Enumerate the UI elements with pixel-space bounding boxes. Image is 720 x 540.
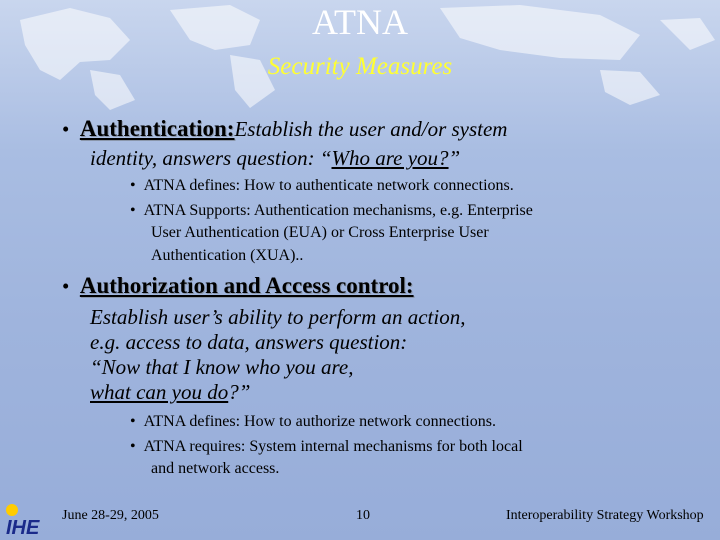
section-text-line: what can you do?” [90,380,251,404]
slide-title: ATNA [312,2,408,42]
section-lead: Establish the user and/or system [234,117,508,141]
list-item: • ATNA defines: How to authenticate network connections. [130,177,514,194]
ihe-logo-icon [0,498,50,540]
section-heading: Authorization and Access control: [79,273,414,298]
slide-subtitle: Security Measures [267,53,453,80]
svg-text:IHE: IHE [6,517,40,539]
bullet-icon: • [62,117,80,141]
bullet-icon: • [62,274,80,298]
list-item: • ATNA requires: System internal mechanisms for both local [130,438,523,455]
section-text-line: “Now that I know who you are, [90,355,354,379]
list-item: • ATNA defines: How to authorize network connections. [130,413,496,430]
section-text-line: Establish user’s ability to perform an action, [90,305,466,329]
section-text-line: e.g. access to data, answers question: [90,330,408,354]
list-item-continuation: Authentication (XUA).. [151,247,304,264]
question-text: Who are you? [331,146,449,170]
section-text-line: identity, answers question: “Who are you?” [90,146,461,170]
list-item-continuation: User Authentication (EUA) or Cross Enterprise User [151,224,489,241]
footer-page-number: 10 [356,508,370,523]
question-text: what can you do [90,380,229,404]
footer-event: Interoperability Strategy Workshop [506,508,704,523]
footer-date: June 28-29, 2005 [62,508,159,523]
list-item: • ATNA Supports: Authentication mechanisms, e.g. Enterprise [130,202,533,219]
bullet-authorization [62,274,414,298]
list-item-continuation: and network access. [151,460,280,477]
section-heading: Authentication: [79,116,235,141]
bullet-authentication [62,117,507,141]
